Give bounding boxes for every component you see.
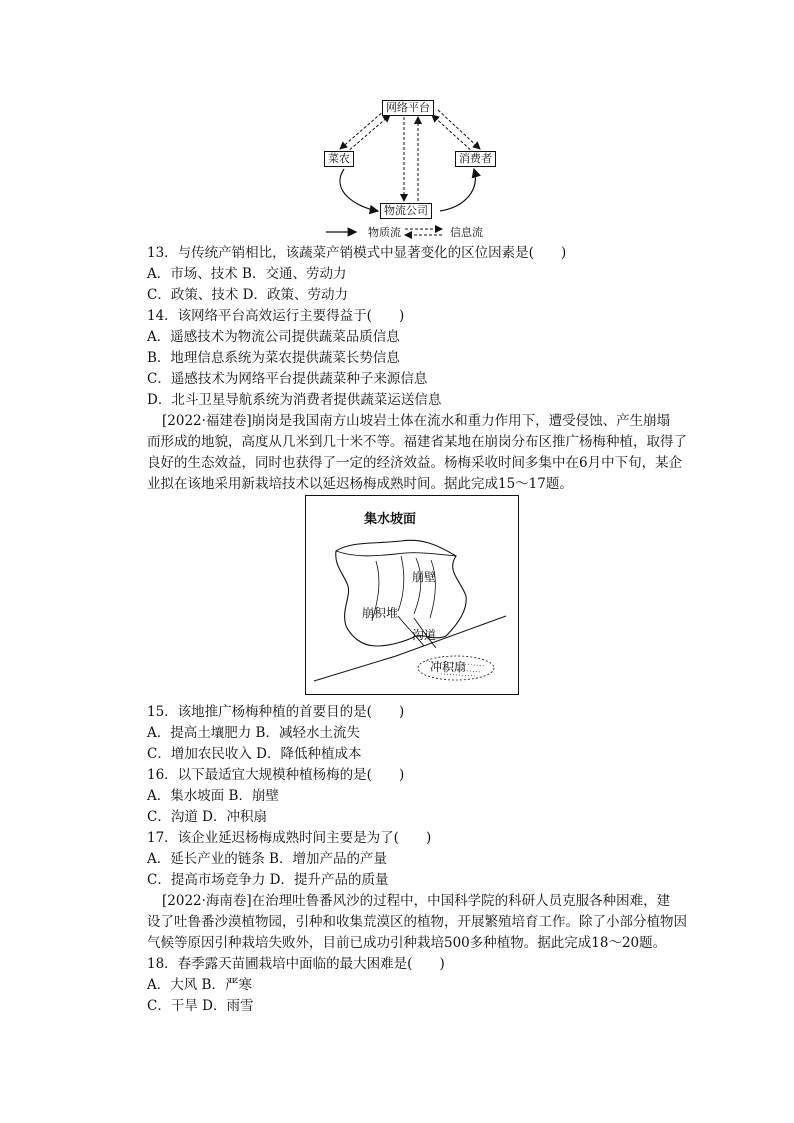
question-line: 13．与传统产销相比，该蔬菜产销模式中显著变化的区位因素是( ) bbox=[147, 245, 567, 261]
legend-material: 物质流 bbox=[368, 226, 401, 239]
question-line: B．地理信息系统为菜农提供蔬菜长势信息 bbox=[147, 350, 400, 366]
question-line: A．提高土壤肥力 B．减轻水土流失 bbox=[147, 725, 360, 741]
question-line: A．市场、技术 B．交通、劳动力 bbox=[147, 266, 347, 282]
question-line: A．大风 B．严寒 bbox=[147, 977, 252, 993]
passage-line: 气候等原因引种栽培失败外，目前已成功引种栽培500多种植物。据此完成18～20题。 bbox=[147, 935, 667, 951]
node-logistics: 物流公司 bbox=[380, 203, 432, 219]
question-line: 17．该企业延迟杨梅成熟时间主要是为了( ) bbox=[147, 830, 432, 846]
label-gully: 沟道 bbox=[412, 628, 437, 642]
node-consumer: 消费者 bbox=[455, 151, 496, 167]
question-line: C．遥感技术为网络平台提供蔬菜种子来源信息 bbox=[147, 371, 428, 387]
flow-diagram-arrows bbox=[300, 95, 530, 241]
figure-title: 集水坡面 bbox=[364, 512, 417, 527]
question-line: C．提高市场竞争力 D．提升产品的质量 bbox=[147, 872, 389, 888]
label-wall: 崩壁 bbox=[412, 570, 437, 584]
passage-line: 而形成的地貌，高度从几米到几十米不等。福建省某地在崩岗分布区推广杨梅种植，取得了 bbox=[147, 434, 687, 450]
passage-line: [2022·福建卷]崩岗是我国南方山坡岩土体在流水和重力作用下，遭受侵蚀、产生崩塌 bbox=[162, 413, 671, 429]
question-line: A．延长产业的链条 B．增加产品的产量 bbox=[147, 851, 387, 867]
passage-line: 设了吐鲁番沙漠植物园，引种和收集荒漠区的植物，开展繁殖培育工作。除了小部分植物因 bbox=[147, 914, 687, 930]
landform-figure bbox=[305, 495, 519, 695]
question-line: C．政策、技术 D．政策、劳动力 bbox=[147, 287, 348, 303]
passage-line: 良好的生态效益，同时也获得了一定的经济效益。杨梅采收时间多集中在6月中下旬，某企 bbox=[147, 455, 683, 471]
question-line: A．遥感技术为物流公司提供蔬菜品质信息 bbox=[147, 329, 400, 345]
question-line: 14．该网络平台高效运行主要得益于( ) bbox=[147, 308, 405, 324]
question-line: A．集水坡面 B．崩壁 bbox=[147, 788, 279, 804]
label-fan: 冲积扇 bbox=[430, 660, 467, 674]
question-line: C．干旱 D．雨雪 bbox=[147, 998, 254, 1014]
legend-info: 信息流 bbox=[450, 226, 483, 239]
question-line: C．增加农民收入 D．降低种植成本 bbox=[147, 746, 362, 762]
question-line: 18．春季露天苗圃栽培中面临的最大困难是( ) bbox=[147, 956, 445, 972]
node-platform: 网络平台 bbox=[382, 100, 434, 116]
question-line: D．北斗卫星导航系统为消费者提供蔬菜运送信息 bbox=[147, 392, 442, 408]
label-debris: 崩积堆 bbox=[362, 606, 399, 620]
passage-line: [2022·海南卷]在治理吐鲁番风沙的过程中，中国科学院的科研人员克服各种困难，建 bbox=[162, 893, 671, 909]
flow-diagram bbox=[300, 95, 530, 241]
question-line: 16．以下最适宜大规模种植杨梅的是( ) bbox=[147, 767, 405, 783]
node-farmer: 菜农 bbox=[324, 151, 354, 167]
passage-line: 业拟在该地采用新栽培技术以延迟杨梅成熟时间。据此完成15～17题。 bbox=[147, 476, 573, 492]
question-line: 15．该地推广杨梅种植的首要目的是( ) bbox=[147, 704, 405, 720]
question-line: C．沟道 D．冲积扇 bbox=[147, 809, 267, 825]
